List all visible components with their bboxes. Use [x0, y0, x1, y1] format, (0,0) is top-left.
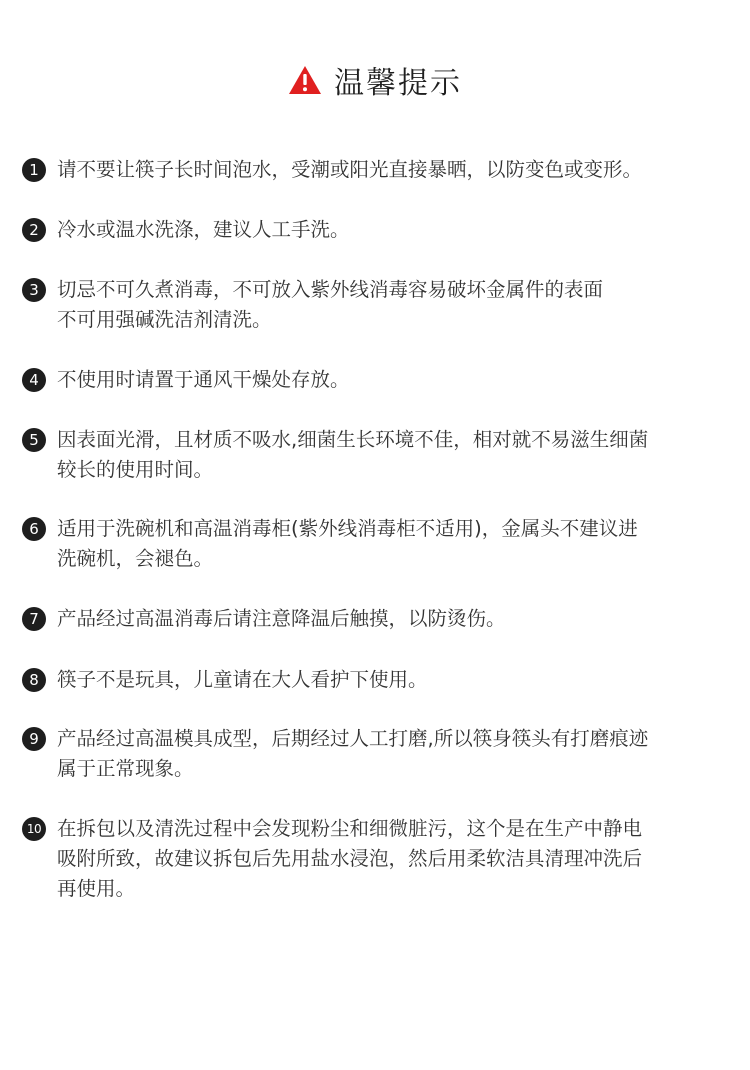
tip-item	[22, 155, 737, 185]
tip-number-badge: 4	[22, 368, 46, 392]
tip-number-badge: 6	[22, 517, 46, 541]
tip-item	[22, 814, 737, 904]
tip-number-badge: 8	[22, 668, 46, 692]
tip-number-badge: 3	[22, 278, 46, 302]
tip-item	[22, 425, 737, 485]
tip-number-badge: 10	[22, 817, 46, 841]
tip-number-badge: 7	[22, 607, 46, 631]
tip-text: 因表面光滑，且材质不吸水,细菌生长环境不佳，相对就不易滋生细菌 较长的使用时间。	[57, 428, 649, 481]
tip-item	[22, 724, 737, 784]
tip-text: 筷子不是玩具，儿童请在大人看护下使用。	[57, 668, 428, 691]
tip-text: 切忌不可久煮消毒，不可放入紫外线消毒容易破坏金属件的表面 不可用强碱洗洁剂清洗。	[57, 278, 604, 331]
tip-number-badge: 1	[22, 158, 46, 182]
tip-number-badge: 5	[22, 428, 46, 452]
tip-text: 冷水或温水洗涤，建议人工手洗。	[57, 218, 350, 241]
tip-item	[22, 514, 737, 574]
page-title: 温馨提示	[334, 66, 462, 101]
tip-item	[22, 665, 737, 695]
tip-text: 适用于洗碗机和高温消毒柜(紫外线消毒柜不适用)，金属头不建议进 洗碗机，会褪色。	[57, 517, 638, 570]
tip-number-badge: 2	[22, 218, 46, 242]
tip-number-badge: 9	[22, 727, 46, 751]
tip-item	[22, 365, 737, 395]
tip-item	[22, 275, 737, 335]
tip-item	[22, 215, 737, 245]
tip-text: 产品经过高温消毒后请注意降温后触摸，以防烫伤。	[57, 607, 506, 630]
header	[0, 55, 750, 105]
tip-item	[22, 604, 737, 634]
tip-text: 不使用时请置于通风干燥处存放。	[57, 368, 350, 391]
tip-text: 请不要让筷子长时间泡水，受潮或阳光直接暴晒，以防变色或变形。	[57, 158, 643, 181]
tip-text: 产品经过高温模具成型，后期经过人工打磨,所以筷身筷头有打磨痕迹 属于正常现象。	[57, 727, 649, 780]
warning-triangle-icon	[288, 65, 322, 95]
tip-text: 在拆包以及清洗过程中会发现粉尘和细微脏污，这个是在生产中静电 吸附所致，故建议拆包后先用盐水浸泡，然后用柔软洁具清理冲洗后 再使用。	[57, 817, 643, 900]
